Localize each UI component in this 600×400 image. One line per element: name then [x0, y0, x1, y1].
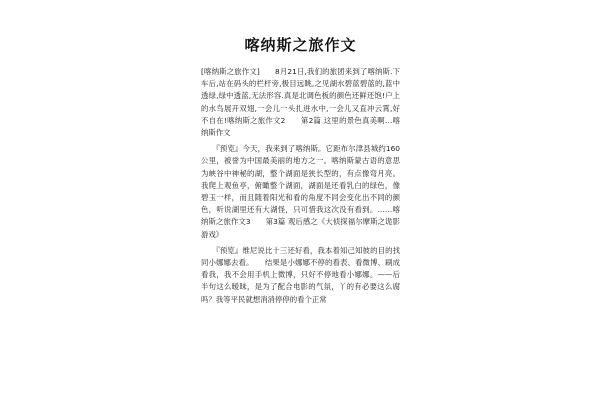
document-title: 喀纳斯之旅作文 — [244, 36, 357, 54]
paragraph-1: [喀纳斯之旅作文] 8月21日,我们的旅团来到了喀纳斯.下车后,站在码头的栏杆旁,极目远眺,之见湖水碧蓝碧蓝的,蓝中透绿,绿中透蓝,无法形容.真是北调色板的颜色还鲜还饱!户上的水鸟展开双翅,一会儿一头扎进水中,一会儿又直冲云霄,好不自在!喀纳斯之旅作文2 第2篇 这里的景色真美啊…喀纳斯作文 — [201, 67, 400, 138]
paragraph-3: 『预览』维尼说比十三还好看，我本着知己知彼的目的找同小娜娜去看。 结果是小娜娜不停的看表、看微博、刷成看我，我不会用手机上微博，只好不停地看小娜娜。——后半句这么暧昧，是为了配合电影的气氛，丫的有必要这么腐吗？我等平民就想消消停停的看个正常 — [201, 245, 400, 304]
paragraph-2: 『预览』今天，我来到了喀纳斯。它距布尔津县城约160公里，被誉为中国最美丽的地方之一。喀纳斯蒙古语的意思为峡谷中神秘的湖，整个湖面是狭长型的，有点像弯月亮。我爬上观鱼亭，俯瞰整个湖面，湖面是还看乳白的绿色，像碧玉一样，而且随着阳光和看的角度不同会变化出不同的颜色，听说湖里还有大湖怪，只可惜我这次没有看到。……喀纳斯之旅作文3 第3篇 观后感之《大侦探福尔摩斯之诡影游戏》 — [201, 144, 400, 239]
